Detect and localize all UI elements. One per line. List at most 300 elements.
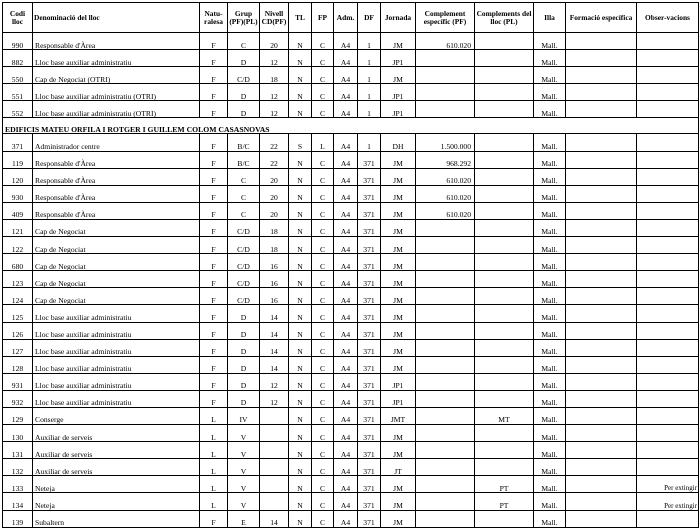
cell-adm: A4: [334, 219, 358, 236]
cell-denominacio: Administrador centre: [33, 134, 200, 151]
cell-tl: N: [289, 219, 312, 236]
cell-nivell: 16: [260, 254, 289, 271]
cell-tl: N: [289, 356, 312, 373]
cell-naturalesa: L: [200, 442, 228, 459]
cell-complement-pl: [475, 101, 534, 118]
cell-tl: N: [289, 390, 312, 407]
cell-grup: C: [228, 168, 260, 185]
cell-codi: 931: [3, 373, 33, 390]
table-row: [3, 425, 699, 442]
cell-nivell: 18: [260, 237, 289, 254]
header-row: [3, 3, 699, 33]
cell-codi: 552: [3, 101, 33, 118]
cell-nivell: [260, 459, 289, 476]
cell-df: 371: [358, 322, 381, 339]
cell-complement-pl: [475, 390, 534, 407]
cell-nivell: 20: [260, 185, 289, 202]
table-row: [3, 339, 699, 356]
table-row: [3, 254, 699, 271]
cell-fp: C: [312, 67, 334, 84]
cell-naturalesa: F: [200, 339, 228, 356]
cell-grup: D: [228, 101, 260, 118]
cell-illa: Mall.: [534, 185, 566, 202]
cell-complement-pf: [416, 390, 475, 407]
cell-illa: Mall.: [534, 134, 566, 151]
cell-complement-pl: [475, 67, 534, 84]
cell-codi: 120: [3, 168, 33, 185]
cell-df: 371: [358, 425, 381, 442]
cell-grup: C: [228, 185, 260, 202]
header-jornada: Jornada: [381, 3, 416, 33]
cell-tl: N: [289, 151, 312, 168]
cell-fp: C: [312, 219, 334, 236]
cell-complement-pf: [416, 373, 475, 390]
cell-complement-pf: [416, 271, 475, 288]
cell-fp: C: [312, 33, 334, 50]
cell-formacio: [566, 202, 637, 219]
cell-observacions: [637, 185, 699, 202]
cell-denominacio: Lloc base auxiliar administratiu (OTRI): [33, 84, 200, 101]
cell-df: 371: [358, 271, 381, 288]
cell-observacions: [637, 425, 699, 442]
cell-tl: N: [289, 407, 312, 424]
cell-grup: V: [228, 493, 260, 510]
cell-grup: V: [228, 476, 260, 493]
cell-formacio: [566, 151, 637, 168]
cell-adm: A4: [334, 356, 358, 373]
cell-denominacio: Cap de Negociat: [33, 271, 200, 288]
table-row: [3, 185, 699, 202]
cell-fp: C: [312, 305, 334, 322]
cell-illa: Mall.: [534, 202, 566, 219]
cell-df: 1: [358, 33, 381, 50]
cell-nivell: 22: [260, 134, 289, 151]
header-grup: Grup (PF)(PL): [228, 3, 260, 33]
cell-grup: D: [228, 305, 260, 322]
cell-observacions: [637, 373, 699, 390]
cell-adm: A4: [334, 101, 358, 118]
cell-fp: C: [312, 202, 334, 219]
positions-table: [2, 2, 699, 528]
cell-grup: B/C: [228, 134, 260, 151]
cell-illa: Mall.: [534, 339, 566, 356]
cell-tl: N: [289, 476, 312, 493]
table-row: [3, 202, 699, 219]
cell-df: 1: [358, 50, 381, 67]
cell-jornada: JM: [381, 442, 416, 459]
cell-jornada: JM: [381, 271, 416, 288]
table-row: [3, 305, 699, 322]
cell-fp: C: [312, 288, 334, 305]
cell-complement-pf: [416, 510, 475, 527]
cell-nivell: 16: [260, 271, 289, 288]
cell-adm: A4: [334, 425, 358, 442]
cell-illa: Mall.: [534, 476, 566, 493]
cell-formacio: [566, 356, 637, 373]
cell-adm: A4: [334, 237, 358, 254]
cell-grup: D: [228, 322, 260, 339]
cell-denominacio: Neteja: [33, 476, 200, 493]
header-nivell: Nivell CD(PF): [260, 3, 289, 33]
cell-denominacio: Auxiliar de serveis: [33, 425, 200, 442]
table-row: [3, 237, 699, 254]
cell-illa: Mall.: [534, 33, 566, 50]
cell-illa: Mall.: [534, 288, 566, 305]
cell-complement-pl: [475, 339, 534, 356]
cell-grup: B/C: [228, 151, 260, 168]
table-row: [3, 442, 699, 459]
cell-grup: D: [228, 356, 260, 373]
cell-complement-pl: PT: [475, 476, 534, 493]
cell-illa: Mall.: [534, 459, 566, 476]
cell-nivell: 20: [260, 33, 289, 50]
cell-nivell: [260, 476, 289, 493]
cell-jornada: JM: [381, 254, 416, 271]
cell-fp: C: [312, 168, 334, 185]
cell-naturalesa: L: [200, 493, 228, 510]
cell-naturalesa: F: [200, 101, 228, 118]
cell-illa: Mall.: [534, 271, 566, 288]
cell-adm: A4: [334, 459, 358, 476]
cell-complement-pf: [416, 254, 475, 271]
cell-df: 1: [358, 101, 381, 118]
cell-complement-pf: 610.020: [416, 185, 475, 202]
cell-codi: 122: [3, 237, 33, 254]
cell-formacio: [566, 510, 637, 527]
cell-naturalesa: L: [200, 425, 228, 442]
cell-df: 371: [358, 493, 381, 510]
cell-nivell: 12: [260, 390, 289, 407]
cell-df: 371: [358, 185, 381, 202]
cell-nivell: 14: [260, 339, 289, 356]
cell-naturalesa: F: [200, 151, 228, 168]
cell-naturalesa: F: [200, 237, 228, 254]
cell-illa: Mall.: [534, 425, 566, 442]
cell-observacions: [637, 50, 699, 67]
cell-jornada: JP1: [381, 84, 416, 101]
cell-tl: N: [289, 339, 312, 356]
cell-complement-pf: 610.020: [416, 202, 475, 219]
cell-codi: 990: [3, 33, 33, 50]
table-body-bottom: [3, 134, 699, 527]
cell-complement-pf: [416, 219, 475, 236]
cell-denominacio: Responsable d'Àrea: [33, 151, 200, 168]
cell-complement-pf: [416, 493, 475, 510]
cell-naturalesa: F: [200, 305, 228, 322]
cell-codi: 371: [3, 134, 33, 151]
cell-nivell: 14: [260, 305, 289, 322]
cell-jornada: JM: [381, 493, 416, 510]
cell-codi: 134: [3, 493, 33, 510]
cell-denominacio: Responsable d'Àrea: [33, 202, 200, 219]
cell-grup: D: [228, 373, 260, 390]
cell-complement-pl: [475, 151, 534, 168]
cell-observacions: [637, 219, 699, 236]
cell-df: 371: [358, 373, 381, 390]
cell-jornada: JM: [381, 219, 416, 236]
cell-illa: Mall.: [534, 151, 566, 168]
cell-nivell: 14: [260, 510, 289, 527]
cell-jornada: JP1: [381, 50, 416, 67]
cell-jornada: JM: [381, 237, 416, 254]
cell-observacions: [637, 390, 699, 407]
cell-formacio: [566, 288, 637, 305]
table-row: [3, 493, 699, 510]
header-complement-pl: Complements del lloc (PL): [475, 3, 534, 33]
cell-tl: N: [289, 254, 312, 271]
cell-denominacio: Lloc base auxiliar administratiu: [33, 305, 200, 322]
header-naturalesa: Natu-ralesa: [200, 3, 228, 33]
cell-naturalesa: F: [200, 50, 228, 67]
table-row: [3, 459, 699, 476]
cell-illa: Mall.: [534, 356, 566, 373]
cell-illa: Mall.: [534, 390, 566, 407]
cell-codi: 680: [3, 254, 33, 271]
cell-grup: D: [228, 50, 260, 67]
cell-naturalesa: F: [200, 288, 228, 305]
cell-observacions: [637, 101, 699, 118]
cell-adm: A4: [334, 151, 358, 168]
table-row: [3, 151, 699, 168]
cell-tl: N: [289, 305, 312, 322]
cell-formacio: [566, 254, 637, 271]
cell-grup: E: [228, 510, 260, 527]
cell-fp: C: [312, 493, 334, 510]
cell-jornada: JM: [381, 288, 416, 305]
cell-codi: 129: [3, 407, 33, 424]
cell-denominacio: Responsable d'Àrea: [33, 33, 200, 50]
cell-observacions: [637, 322, 699, 339]
cell-observacions: [637, 33, 699, 50]
cell-codi: 930: [3, 185, 33, 202]
cell-df: 371: [358, 288, 381, 305]
cell-illa: Mall.: [534, 510, 566, 527]
cell-formacio: [566, 425, 637, 442]
cell-formacio: [566, 493, 637, 510]
cell-jornada: JMT: [381, 407, 416, 424]
cell-naturalesa: L: [200, 459, 228, 476]
cell-fp: C: [312, 390, 334, 407]
cell-formacio: [566, 134, 637, 151]
cell-nivell: 18: [260, 67, 289, 84]
cell-adm: A4: [334, 407, 358, 424]
cell-complement-pf: [416, 425, 475, 442]
cell-tl: N: [289, 510, 312, 527]
cell-nivell: 12: [260, 84, 289, 101]
cell-codi: 132: [3, 459, 33, 476]
cell-complement-pf: [416, 101, 475, 118]
cell-complement-pf: [416, 288, 475, 305]
cell-adm: A4: [334, 493, 358, 510]
cell-naturalesa: F: [200, 67, 228, 84]
cell-complement-pl: [475, 185, 534, 202]
cell-complement-pl: PT: [475, 493, 534, 510]
cell-nivell: 12: [260, 373, 289, 390]
cell-jornada: JP1: [381, 373, 416, 390]
cell-codi: 550: [3, 67, 33, 84]
cell-jornada: JM: [381, 305, 416, 322]
cell-codi: 139: [3, 510, 33, 527]
cell-df: 371: [358, 219, 381, 236]
cell-nivell: 14: [260, 356, 289, 373]
table-row: [3, 322, 699, 339]
cell-denominacio: Lloc base auxiliar administratiu: [33, 339, 200, 356]
cell-complement-pf: [416, 339, 475, 356]
cell-df: 371: [358, 390, 381, 407]
table-row: [3, 476, 699, 493]
cell-complement-pf: [416, 476, 475, 493]
cell-denominacio: Responsable d'Àrea: [33, 168, 200, 185]
cell-denominacio: Cap de Negociat: [33, 219, 200, 236]
cell-complement-pf: [416, 459, 475, 476]
cell-codi: 551: [3, 84, 33, 101]
cell-illa: Mall.: [534, 322, 566, 339]
header-complement-pf: Complement específic (PF): [416, 3, 475, 33]
cell-df: 371: [358, 476, 381, 493]
cell-denominacio: Lloc base auxiliar administratiu: [33, 322, 200, 339]
cell-naturalesa: F: [200, 254, 228, 271]
cell-observacions: [637, 84, 699, 101]
cell-naturalesa: F: [200, 322, 228, 339]
cell-adm: A4: [334, 134, 358, 151]
table-row: [3, 390, 699, 407]
cell-grup: C/D: [228, 288, 260, 305]
cell-df: 371: [358, 407, 381, 424]
cell-adm: A4: [334, 50, 358, 67]
cell-denominacio: Responsable d'Àrea: [33, 185, 200, 202]
table-row: [3, 67, 699, 84]
cell-tl: N: [289, 185, 312, 202]
cell-grup: V: [228, 442, 260, 459]
cell-naturalesa: F: [200, 134, 228, 151]
table-row: [3, 510, 699, 527]
cell-df: 371: [358, 339, 381, 356]
cell-fp: C: [312, 101, 334, 118]
cell-complement-pf: [416, 322, 475, 339]
cell-codi: 128: [3, 356, 33, 373]
cell-naturalesa: F: [200, 168, 228, 185]
cell-denominacio: Lloc base auxiliar administratiu: [33, 50, 200, 67]
cell-df: 371: [358, 237, 381, 254]
cell-adm: A4: [334, 476, 358, 493]
cell-formacio: [566, 271, 637, 288]
cell-nivell: 22: [260, 151, 289, 168]
cell-formacio: [566, 442, 637, 459]
cell-illa: Mall.: [534, 237, 566, 254]
cell-complement-pl: [475, 510, 534, 527]
cell-fp: C: [312, 459, 334, 476]
cell-nivell: 20: [260, 168, 289, 185]
cell-jornada: JM: [381, 322, 416, 339]
cell-df: 371: [358, 305, 381, 322]
cell-tl: N: [289, 168, 312, 185]
cell-jornada: JM: [381, 425, 416, 442]
cell-formacio: [566, 84, 637, 101]
cell-denominacio: Cap de Negociat: [33, 288, 200, 305]
cell-observacions: [637, 237, 699, 254]
cell-illa: Mall.: [534, 101, 566, 118]
cell-tl: N: [289, 493, 312, 510]
cell-complement-pf: [416, 50, 475, 67]
cell-formacio: [566, 101, 637, 118]
cell-complement-pl: [475, 425, 534, 442]
cell-adm: A4: [334, 373, 358, 390]
cell-jornada: JT: [381, 459, 416, 476]
cell-denominacio: Lloc base auxiliar administratiu: [33, 390, 200, 407]
cell-grup: C/D: [228, 254, 260, 271]
cell-complement-pf: [416, 442, 475, 459]
cell-jornada: JM: [381, 33, 416, 50]
cell-fp: C: [312, 442, 334, 459]
cell-fp: C: [312, 151, 334, 168]
cell-codi: 125: [3, 305, 33, 322]
cell-df: 371: [358, 168, 381, 185]
cell-complement-pf: 968.292: [416, 151, 475, 168]
cell-jornada: JM: [381, 476, 416, 493]
cell-grup: D: [228, 84, 260, 101]
cell-fp: C: [312, 50, 334, 67]
cell-codi: 124: [3, 288, 33, 305]
cell-fp: C: [312, 476, 334, 493]
cell-adm: A4: [334, 390, 358, 407]
cell-observacions: [637, 67, 699, 84]
cell-naturalesa: F: [200, 356, 228, 373]
cell-naturalesa: F: [200, 510, 228, 527]
cell-jornada: JM: [381, 67, 416, 84]
cell-complement-pl: [475, 288, 534, 305]
cell-df: 1: [358, 134, 381, 151]
cell-tl: N: [289, 373, 312, 390]
cell-complement-pl: [475, 442, 534, 459]
cell-grup: C: [228, 33, 260, 50]
cell-complement-pl: [475, 84, 534, 101]
cell-grup: V: [228, 425, 260, 442]
cell-tl: N: [289, 425, 312, 442]
cell-tl: N: [289, 101, 312, 118]
cell-grup: IV: [228, 407, 260, 424]
cell-observacions: Per extingir: [637, 476, 699, 493]
cell-formacio: [566, 50, 637, 67]
cell-fp: C: [312, 425, 334, 442]
cell-observacions: [637, 339, 699, 356]
cell-illa: Mall.: [534, 84, 566, 101]
cell-fp: C: [312, 185, 334, 202]
cell-tl: N: [289, 237, 312, 254]
table-row: [3, 168, 699, 185]
cell-denominacio: Cap de Negociat: [33, 254, 200, 271]
cell-denominacio: Neteja: [33, 493, 200, 510]
cell-complement-pl: [475, 271, 534, 288]
cell-complement-pl: [475, 356, 534, 373]
cell-complement-pl: [475, 168, 534, 185]
cell-grup: C/D: [228, 219, 260, 236]
cell-nivell: 20: [260, 202, 289, 219]
cell-observacions: [637, 442, 699, 459]
cell-adm: A4: [334, 202, 358, 219]
cell-observacions: [637, 459, 699, 476]
cell-complement-pl: [475, 202, 534, 219]
cell-grup: D: [228, 339, 260, 356]
cell-tl: N: [289, 271, 312, 288]
cell-grup: C: [228, 202, 260, 219]
cell-tl: N: [289, 459, 312, 476]
cell-tl: N: [289, 322, 312, 339]
cell-nivell: 12: [260, 50, 289, 67]
cell-fp: C: [312, 322, 334, 339]
cell-formacio: [566, 476, 637, 493]
cell-illa: Mall.: [534, 373, 566, 390]
cell-codi: 409: [3, 202, 33, 219]
